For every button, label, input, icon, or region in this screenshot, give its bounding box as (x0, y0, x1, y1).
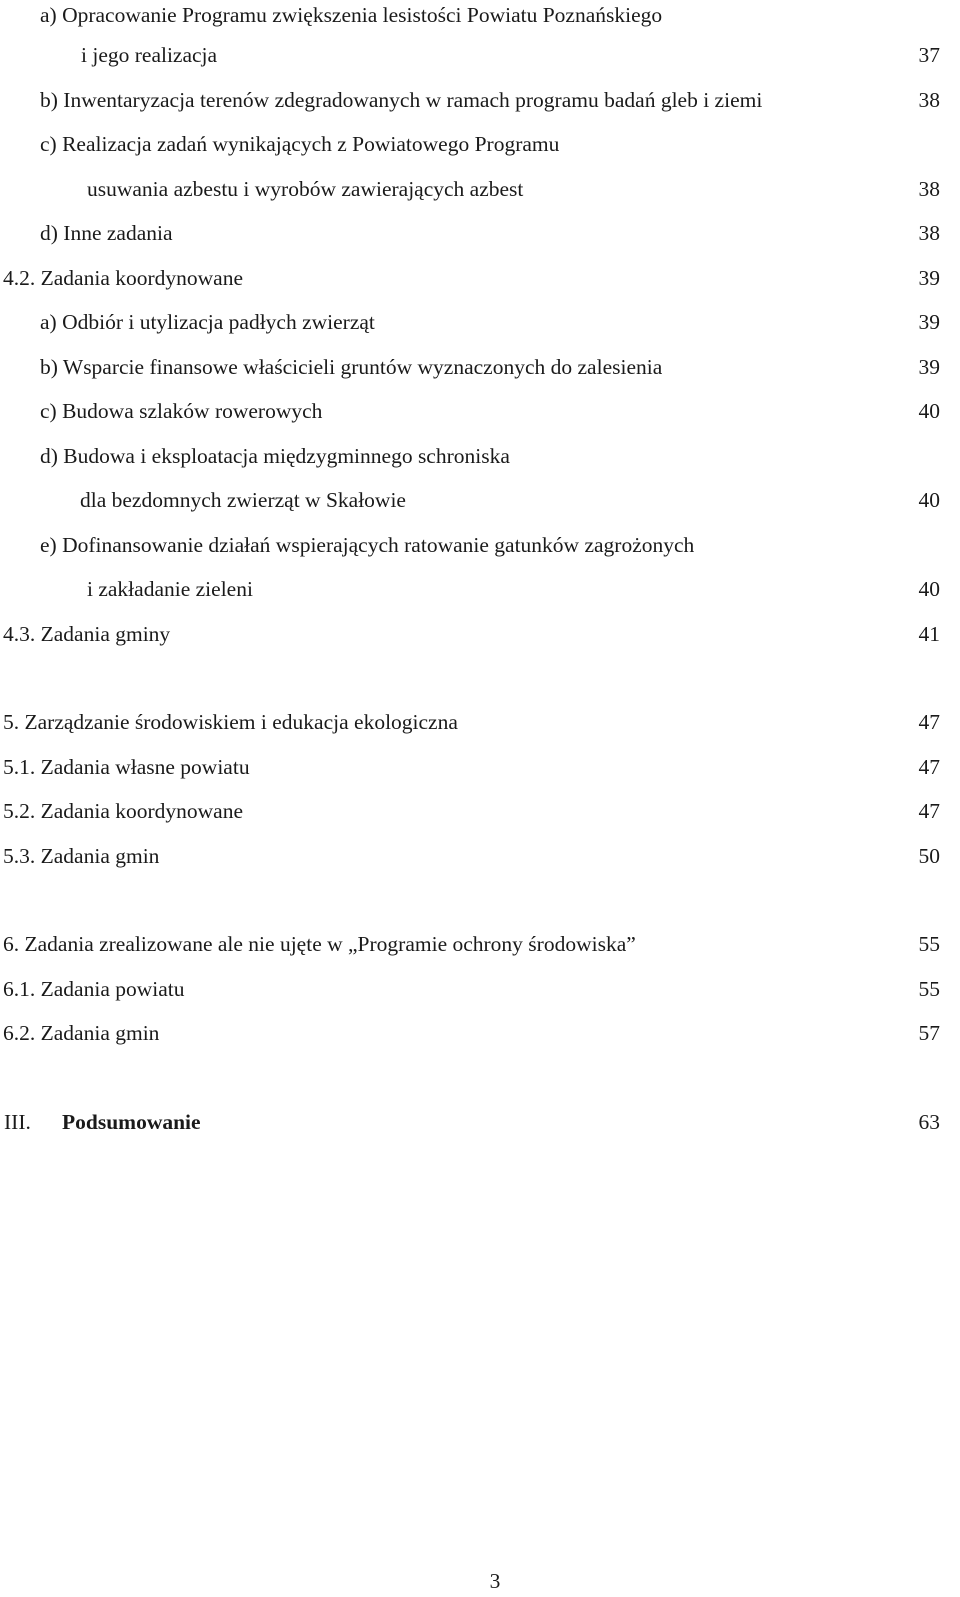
toc-entry (0, 974, 960, 1004)
toc-entry (0, 530, 960, 560)
toc-entry-page: 39 (918, 355, 940, 379)
toc-entry-page: 40 (918, 488, 940, 512)
toc-entry (0, 1018, 960, 1048)
toc-entry-page: 39 (918, 266, 940, 290)
toc-entry (0, 174, 960, 204)
toc-entry-text: 6.2. Zadania gmin (3, 1021, 160, 1045)
toc-entry (0, 485, 960, 515)
toc-entry-page: 37 (918, 43, 940, 67)
toc-summary-entry (0, 1107, 960, 1137)
toc-entry-text: c) Budowa szlaków rowerowych (40, 399, 323, 423)
toc-entry-page: 47 (918, 755, 940, 779)
toc-entry-page: 55 (918, 977, 940, 1001)
toc-entry (0, 0, 960, 30)
toc-entry-page: 47 (918, 710, 940, 734)
toc-entry-page: 40 (918, 399, 940, 423)
toc-entry-text: e) Dofinansowanie działań wspierających ratowanie gatunków zagrożonych (40, 533, 695, 557)
toc-entry-text: c) Realizacja zadań wynikających z Powiatowego Programu (40, 132, 560, 156)
toc-entry-text: dla bezdomnych zwierząt w Skałowie (80, 488, 406, 512)
toc-entry (0, 40, 960, 70)
toc-entry-page: 47 (918, 799, 940, 823)
toc-entry-text: usuwania azbestu i wyrobów zawierających azbest (87, 177, 524, 201)
toc-entry (0, 929, 960, 959)
toc-entry-text: 6. Zadania zrealizowane ale nie ujęte w „Programie ochrony środowiska” (3, 932, 636, 956)
toc-entry (0, 841, 960, 871)
toc-entry-page: 38 (918, 177, 940, 201)
toc-entry-text: b) Wsparcie finansowe właścicieli gruntów wyznaczonych do zalesienia (40, 355, 663, 379)
toc-entry (0, 263, 960, 293)
toc-entry (0, 752, 960, 782)
toc-entry (0, 218, 960, 248)
toc-entry-text: a) Odbiór i utylizacja padłych zwierząt (40, 310, 375, 334)
toc-summary-numeral: III. (4, 1110, 31, 1134)
toc-entry (0, 396, 960, 426)
toc-entry-page: 55 (918, 932, 940, 956)
toc-entry-text: i jego realizacja (81, 43, 218, 67)
toc-entry-text: b) Inwentaryzacja terenów zdegradowanych w ramach programu badań gleb i ziemi (40, 88, 763, 112)
toc-entry-page: 57 (918, 1021, 940, 1045)
toc-entry-page: 50 (918, 844, 940, 868)
page-number: 3 (489, 1569, 501, 1593)
toc-summary-page: 63 (918, 1110, 940, 1134)
toc-entry (0, 619, 960, 649)
toc-entry-text: d) Budowa i eksploatacja międzygminnego schroniska (40, 444, 510, 468)
toc-entry (0, 129, 960, 159)
toc-entry-text: 4.2. Zadania koordynowane (3, 266, 244, 290)
toc-summary-title: Podsumowanie (62, 1110, 201, 1134)
toc-entry (0, 85, 960, 115)
toc-entry (0, 441, 960, 471)
toc-entry-text: a) Opracowanie Programu zwiększenia lesistości Powiatu Poznańskiego (40, 3, 663, 27)
toc-entry-text: 4.3. Zadania gminy (3, 622, 171, 646)
toc-entry-page: 41 (918, 622, 940, 646)
toc-entry-text: 5.3. Zadania gmin (3, 844, 160, 868)
toc-entry-page: 40 (918, 577, 940, 601)
toc-entry-text: i zakładanie zieleni (87, 577, 253, 601)
toc-entry (0, 352, 960, 382)
toc-entry-text: 5.1. Zadania własne powiatu (3, 755, 250, 779)
toc-entry-text: 5. Zarządzanie środowiskiem i edukacja ekologiczna (3, 710, 458, 734)
toc-entry (0, 707, 960, 737)
toc-entry-page: 39 (918, 310, 940, 334)
toc-entry-page: 38 (918, 88, 940, 112)
toc-entry-text: 6.1. Zadania powiatu (3, 977, 185, 1001)
toc-entry-text: 5.2. Zadania koordynowane (3, 799, 244, 823)
toc-entry-text: d) Inne zadania (40, 221, 173, 245)
toc-entry (0, 796, 960, 826)
toc-entry (0, 574, 960, 604)
toc-entry-page: 38 (918, 221, 940, 245)
toc-entry (0, 307, 960, 337)
